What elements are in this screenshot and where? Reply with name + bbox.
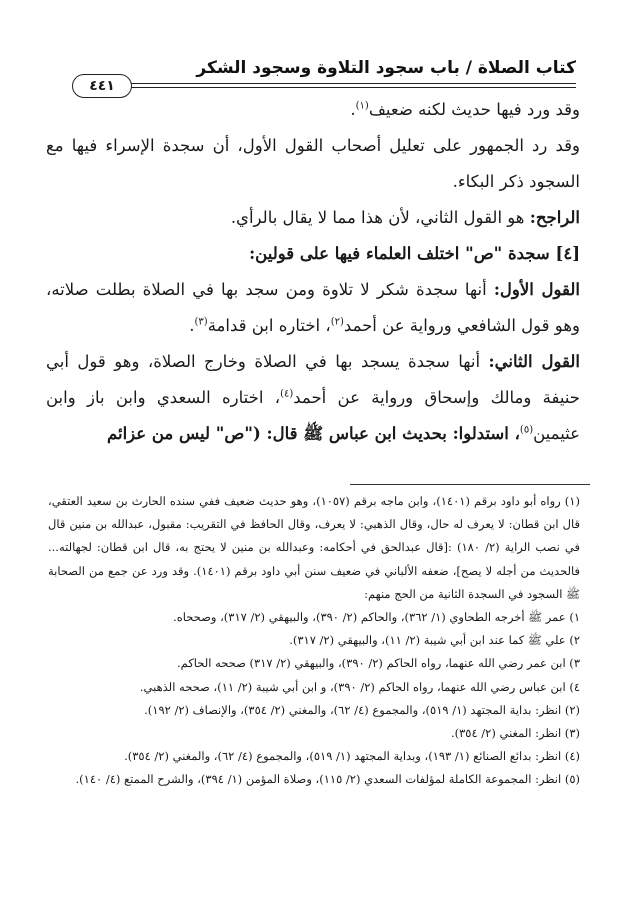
footnote: ٣) ابن عمر رضي الله عنهما، رواه الحاكم (٢/ ٣٩٠)، والبيهقي (٢/ ٣١٧) صححه الحاكم.	[177, 656, 580, 671]
paragraph-label: القول الثاني:	[488, 352, 580, 371]
footnote: ٤) ابن عباس رضي الله عنهما، رواه الحاكم (٢/ ٣٩٠)، و ابن أبي شيبة (٢/ ١١)، صححه الذهبي.	[139, 679, 580, 694]
paragraph-text: وقد رد الجمهور على تعليل أصحاب القول الأول، أن سجدة الإسراء فيها مع السجود ذكر البكاء.	[46, 136, 580, 191]
paragraph-text: .	[350, 100, 356, 119]
paragraph-text: ، استدلوا: بحديث ابن عباس ﷺ قال: ("ص" ليس من عزائم	[107, 424, 520, 443]
page-number: ٤٤١	[72, 74, 132, 98]
footnotes	[48, 490, 580, 792]
footnote-ref[interactable]: (٢)	[330, 316, 344, 328]
footnote-ref[interactable]: (٣)	[194, 316, 208, 328]
paragraph-label: القول الأول:	[493, 280, 580, 299]
paragraph-text: وقد ورد فيها حديث لكنه ضعيف	[368, 100, 580, 119]
footnote: ٢) علي ﷺ كما عند ابن أبي شيبة (٢/ ١١)، والبيهقي (٢/ ٣١٧).	[289, 633, 580, 648]
footnote-divider	[350, 484, 590, 485]
footnote: (٣) انظر: المغني (٢/ ٣٥٤).	[450, 726, 580, 741]
paragraph-text: أنها سجدة يسجد بها في الصلاة وخارج الصلاة، وهو قول أبي حنيفة ومالك وإسحاق ورواية عن أحمد	[46, 352, 580, 407]
footnote: (١) رواه أبو داود برقم (١٤٠١)، وابن ماجه برقم (١٠٥٧)، وهو حديث ضعيف ففي سنده الحارث بن سعيد العتقي، قال ابن قطان: لا يعرف له حال، وقال الذهبي: لا يعرف، وقال الحافظ في التقريب: مقبول، عبدالله بن منين قال في نصب الراية (٢/ ١٨٠) :[قال عبدالحق في أحكامه: وعبدالله بن منين لا يحتج به، قال ابن قطان: لجهالته... فالحديث من أجله لا يصح]، ضعفه الألباني في ضعيف سنن أبي داود برقم (١٤٠١). وقد ورد عن جمع من الصحابة ﷺ السجود في السجدة الثانية من الحج منهم:	[48, 494, 581, 601]
section-heading-text: [٤] سجدة "ص" اختلف العلماء فيها على قولين:	[249, 244, 580, 263]
paragraph	[46, 272, 580, 344]
footnote: (٤) انظر: بدائع الصنائع (١/ ١٩٣)، وبداية المجتهد (١/ ٥١٩)، والمجموع (٤/ ٦٢)، والمغني (٢/ ٣٥٤).	[124, 749, 580, 764]
paragraph-text: ، اختاره ابن قدامة	[207, 316, 331, 335]
page-header	[72, 52, 576, 94]
footnote: (٢) انظر: بداية المجتهد (١/ ٥١٩)، والمجموع (٤/ ٦٢)، والمغني (٢/ ٣٥٤)، والإنصاف (٢/ ١٩٢).	[144, 702, 580, 717]
footnote: (٥) انظر: المجموعة الكاملة لمؤلفات السعدي (٢/ ١١٥)، وصلاة المؤمن (١/ ٣٩٤)، والشرح الممتع (٤/ ١٤٠).	[75, 772, 580, 787]
paragraph	[46, 92, 580, 128]
paragraph-text: .	[189, 316, 195, 335]
paragraph	[46, 344, 580, 452]
paragraph-text: أنها سجدة شكر لا تلاوة ومن سجد بها في الصلاة بطلت صلاته، وهو قول الشافعي ورواية عن أحمد	[46, 280, 580, 335]
paragraph	[46, 200, 580, 236]
main-text	[46, 92, 580, 452]
footnote-ref[interactable]: (٥)	[519, 424, 534, 436]
paragraph-label: الراجح:	[529, 208, 580, 227]
header-rule-secondary	[80, 87, 576, 88]
paragraph	[46, 128, 580, 200]
footnote-ref[interactable]: (٤)	[280, 388, 294, 400]
footnote: ١) عمر ﷺ أخرجه الطحاوي (١/ ٣٦٢)، والحاكم (٢/ ٣٩٠)، والبيهقي (٢/ ٣١٧)، وصححاه.	[173, 610, 580, 625]
footnote-ref[interactable]: (١)	[355, 100, 369, 112]
running-title: كتاب الصلاة / باب سجود التلاوة وسجود الشكر	[196, 58, 576, 78]
section-heading	[46, 236, 580, 272]
paragraph-text: ، اختاره السعدي وابن باز وابن عثيمين	[46, 388, 580, 443]
paragraph-text: هو القول الثاني، لأن هذا مما لا يقال بالرأي.	[230, 208, 530, 227]
header-rule	[80, 83, 576, 84]
